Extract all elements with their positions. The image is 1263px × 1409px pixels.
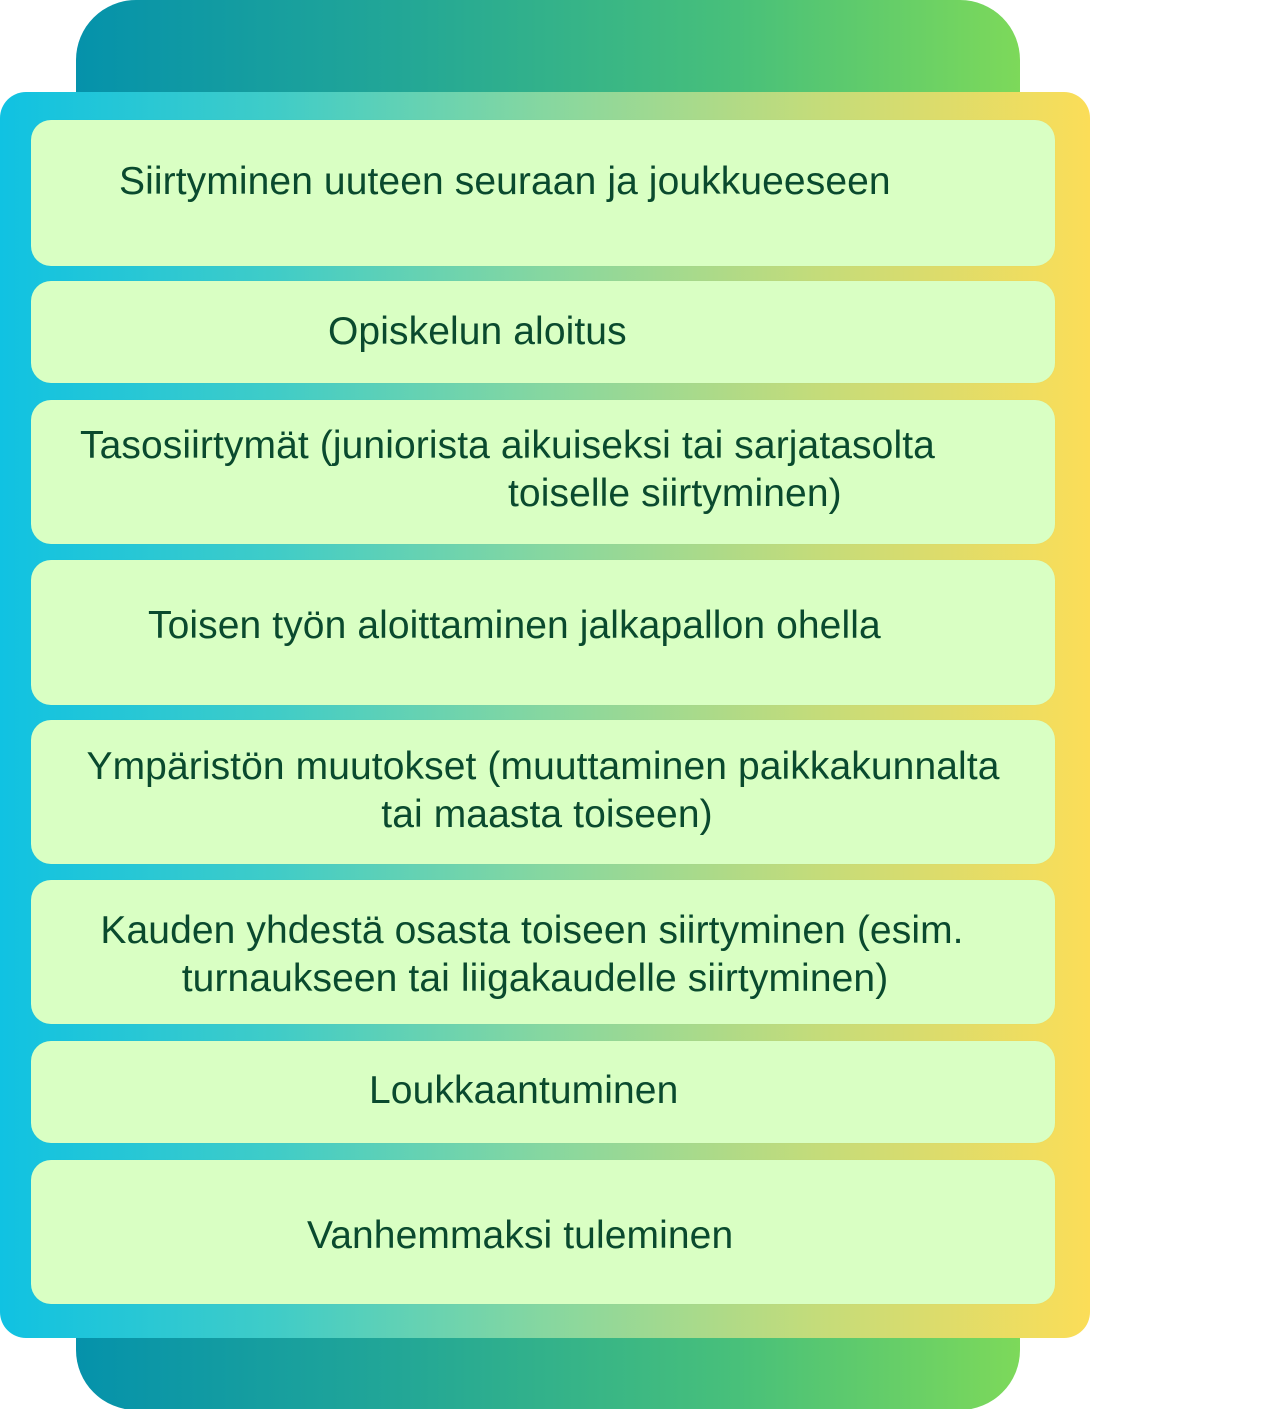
card-parenthood [31,1160,1055,1304]
card-injury-text: Loukkaantuminen [369,1069,679,1112]
card-environment-changes [31,720,1055,864]
card-season-phase-line2: turnaukseen tai liigakaudelle siirtyminen) [181,957,889,1000]
card-second-job-text: Toisen työn aloittaminen jalkapallon ohella [148,604,881,647]
card-level-transitions-line1: Tasosiirtymät (juniorista aikuiseksi tai sarjatasolta [80,424,935,467]
card-season-phase-line1: Kauden yhdestä osasta toiseen siirtyminen (esim. [100,909,964,952]
card-level-transitions-line2: toiselle siirtyminen) [508,472,842,515]
card-environment-changes-line2: tai maasta toiseen) [381,793,713,836]
card-injury [31,1041,1055,1143]
card-season-phase [31,880,1055,1024]
card-new-club [31,120,1055,266]
card-level-transitions [31,400,1055,544]
card-new-club-text: Siirtyminen uuteen seuraan ja joukkueeseen [119,160,891,203]
card-study-start [31,281,1055,383]
card-second-job [31,560,1055,705]
card-study-start-text: Opiskelun aloitus [328,310,627,353]
card-parenthood-text: Vanhemmaksi tuleminen [307,1214,734,1257]
gradient-frame [0,92,1090,1338]
card-environment-changes-line1: Ympäristön muutokset (muuttaminen paikkakunnalta [86,745,1000,788]
